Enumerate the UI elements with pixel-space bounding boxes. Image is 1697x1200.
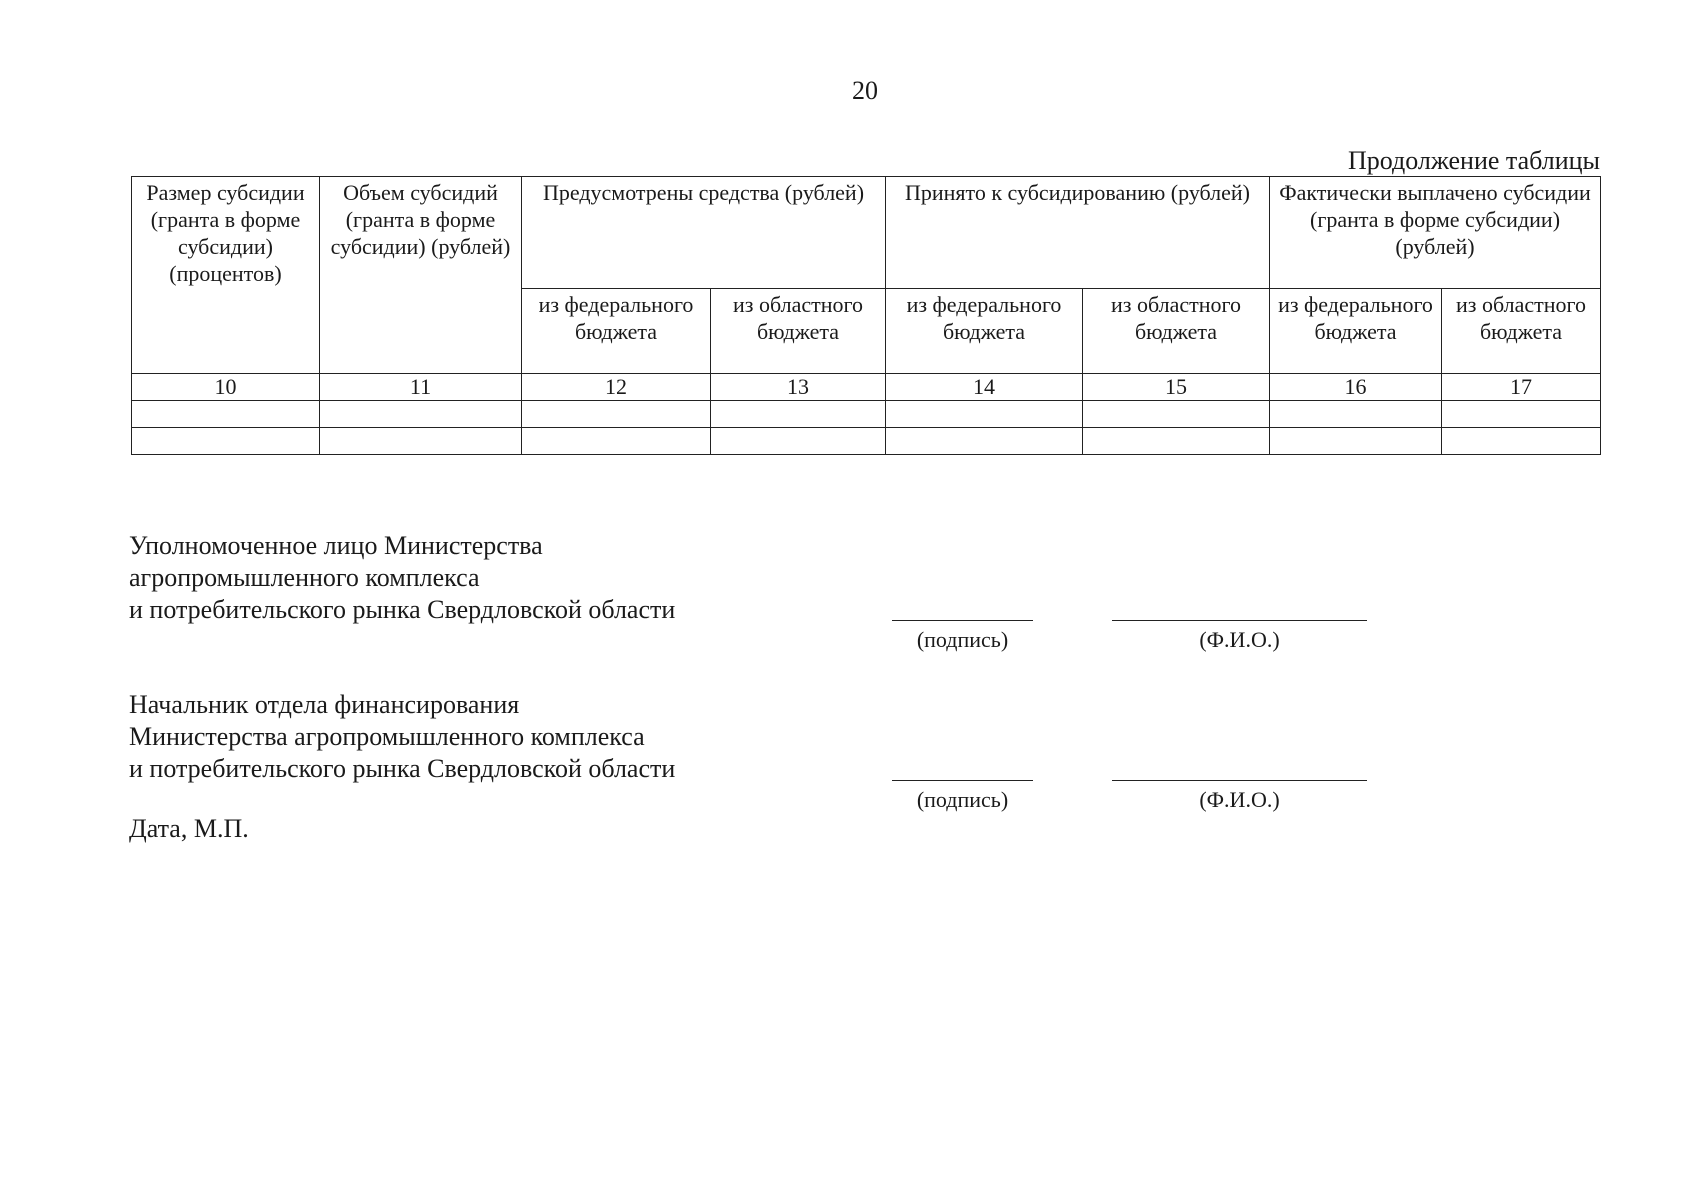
table-cell: [1270, 428, 1442, 455]
continuation-label: Продолжение таблицы: [1348, 146, 1600, 175]
table-cell: [522, 428, 711, 455]
table-cell: [1083, 401, 1270, 428]
signatory-title-line: Министерства агропромышленного комплекса: [129, 722, 645, 751]
name-caption: (Ф.И.О.): [1199, 787, 1280, 812]
signatory-finance-head: [129, 689, 675, 785]
signature-line: [892, 780, 1033, 781]
column-number: 10: [132, 374, 320, 401]
subheader-federal: из федерального бюджета: [1270, 289, 1442, 374]
column-number: 14: [886, 374, 1083, 401]
table-cell: [711, 401, 886, 428]
table-cell: [1270, 401, 1442, 428]
page-number: 20: [852, 76, 878, 105]
subheader-regional: из областного бюджета: [1442, 289, 1601, 374]
header-actually-paid: Фактически выплачено субсидии (гранта в форме субсидии) (рублей): [1270, 177, 1601, 289]
report-table: [131, 176, 1601, 455]
table-cell: [132, 401, 320, 428]
table-cell: [1083, 428, 1270, 455]
column-number: 15: [1083, 374, 1270, 401]
subheader-federal: из федерального бюджета: [886, 289, 1083, 374]
column-number: 13: [711, 374, 886, 401]
table-cell: [132, 428, 320, 455]
header-funds-provided: Предусмотрены средства (рублей): [522, 177, 886, 289]
table-header-row: [132, 177, 1601, 289]
column-number: 16: [1270, 374, 1442, 401]
signatory-authorized-person: [129, 530, 675, 626]
table-cell: [320, 428, 522, 455]
signatory-title-line: и потребительского рынка Свердловской области: [129, 595, 676, 624]
table-row: [132, 428, 1601, 455]
date-stamp: Дата, М.П.: [129, 814, 249, 843]
table-cell: [522, 401, 711, 428]
table-cell: [711, 428, 886, 455]
signature-line: [892, 620, 1033, 621]
column-number: 12: [522, 374, 711, 401]
table-cell: [886, 428, 1083, 455]
signature-caption: (подпись): [916, 787, 1009, 812]
signatory-title-line: и потребительского рынка Свердловской области: [129, 754, 676, 783]
signatory-title-line: Уполномоченное лицо Министерства: [129, 531, 543, 560]
signature-caption: (подпись): [916, 627, 1009, 652]
subheader-regional: из областного бюджета: [1083, 289, 1270, 374]
table-row: [132, 401, 1601, 428]
header-subsidy-volume: Объем субсидий (гранта в форме субсидии) (рублей): [320, 177, 522, 374]
name-line: [1112, 780, 1367, 781]
column-number-row: [132, 374, 1601, 401]
subheader-regional: из областного бюджета: [711, 289, 886, 374]
header-subsidy-size: Размер субсидии (гранта в форме субсидии) (процентов): [132, 177, 320, 374]
name-caption: (Ф.И.О.): [1199, 627, 1280, 652]
table-cell: [320, 401, 522, 428]
header-accepted-for-subsidy: Принято к субсидированию (рублей): [886, 177, 1270, 289]
name-line: [1112, 620, 1367, 621]
table-cell: [886, 401, 1083, 428]
table-cell: [1442, 428, 1601, 455]
subheader-federal: из федерального бюджета: [522, 289, 711, 374]
signatory-title-line: агропромышленного комплекса: [129, 563, 480, 592]
table-cell: [1442, 401, 1601, 428]
column-number: 17: [1442, 374, 1601, 401]
signatory-title-line: Начальник отдела финансирования: [129, 690, 520, 719]
column-number: 11: [320, 374, 522, 401]
